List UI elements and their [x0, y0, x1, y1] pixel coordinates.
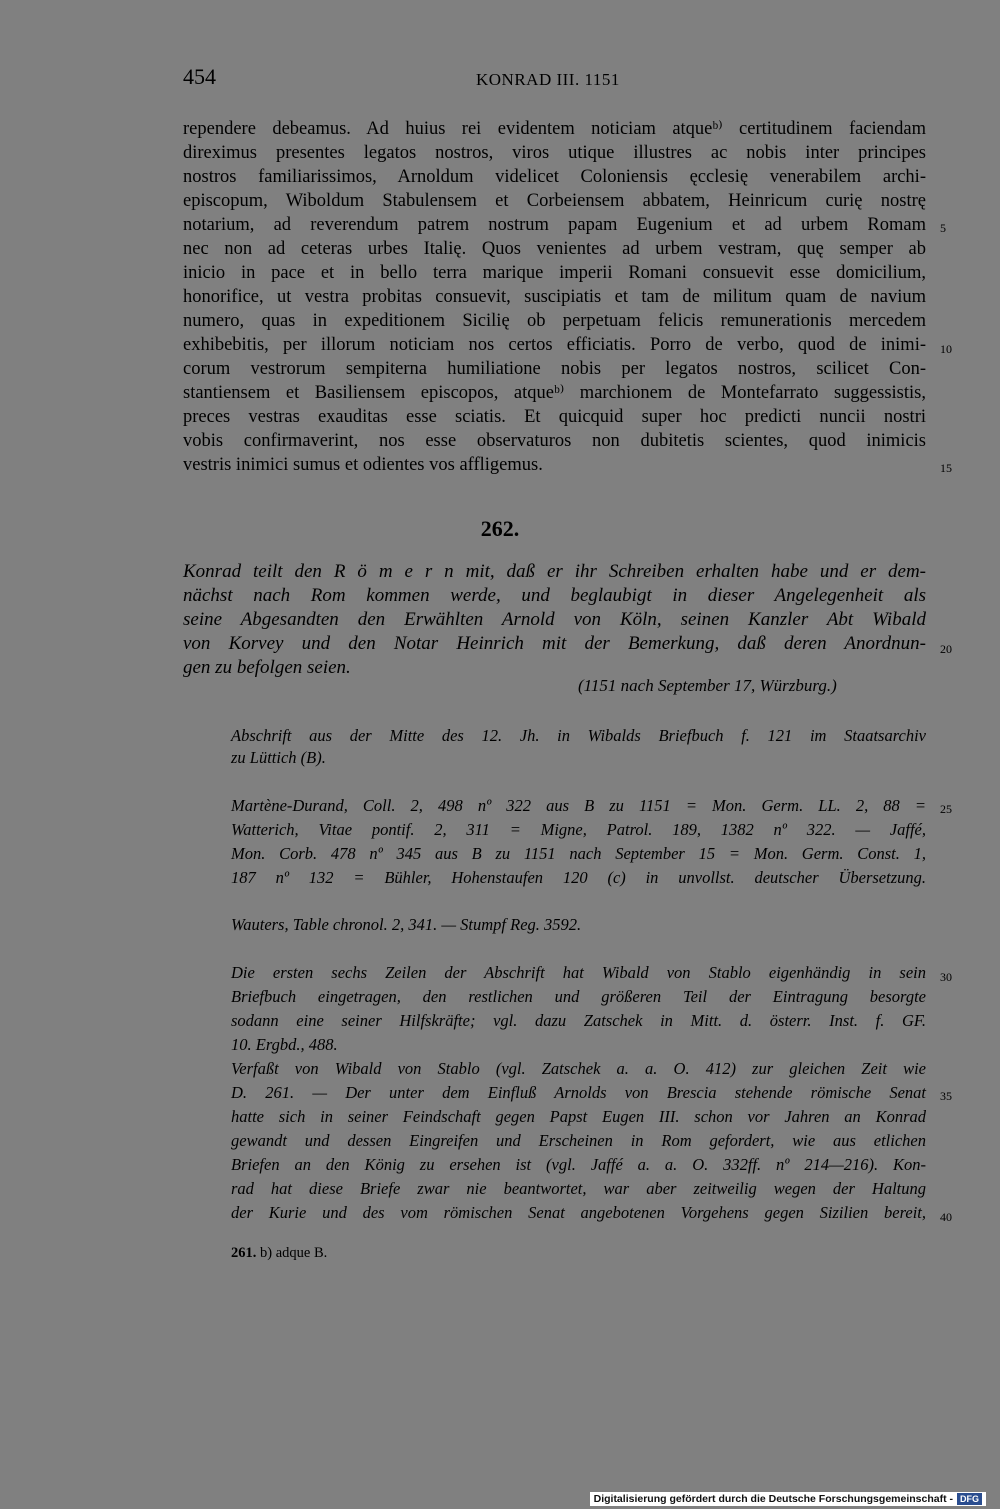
regest-line: Konrad teilt den R ö m e r n mit, daß er ihr Schreiben erhalten habe und er dem-: [183, 561, 926, 582]
body-line: honorifice, ut vestra probitas consuevit, suscipiatis et tam de militum quam de navium: [183, 287, 926, 307]
regest-line: von Korvey und den Notar Heinrich mit der Bemerkung, daß deren Anordnun-: [183, 633, 926, 654]
note-line: 187 nº 132 = Bühler, Hohenstaufen 120 (c) in unvollst. deutscher Übersetzung.: [231, 868, 926, 887]
line-number: 15: [940, 461, 952, 475]
body-line: stantiensem et Basiliensem episcopos, atqueᵇ⁾ marchionem de Montefarrato suggessistis,: [183, 383, 926, 403]
dfg-logo-icon: DFG: [957, 1493, 982, 1505]
line-number: 10: [940, 342, 952, 356]
page-number: 454: [183, 64, 216, 89]
note-line: rad hat diese Briefe zwar nie beantwortet, war aber zeitweilig wegen der Haltung: [231, 1179, 926, 1198]
body-line: exhibebitis, per illorum noticiam nos certos efficiatis. Porro de verbo, quod de inimi-: [183, 335, 926, 355]
note-line: sodann eine seiner Hilfskräfte; vgl. dazu Zatschek in Mitt. d. österr. Inst. f. GF.: [231, 1011, 926, 1030]
note-line: Watterich, Vitae pontif. 2, 311 = Migne, Patrol. 189, 1382 nº 322. — Jaffé,: [231, 820, 926, 839]
regest-line: gen zu befolgen seien.: [183, 657, 351, 678]
body-line: rependere debeamus. Ad huius rei evidentem noticiam atqueᵇ⁾ certitudinem faciendam: [183, 119, 926, 139]
body-line: nostros familiarissimos, Arnoldum videlicet Coloniensis ęcclesię venerabilem archi-: [183, 167, 926, 187]
note-line: zu Lüttich (B).: [231, 748, 326, 767]
note-line: der Kurie und des vom römischen Senat angebotenen Vorgehens gegen Sizilien bereit,: [231, 1203, 926, 1222]
note-line: D. 261. — Der unter dem Einfluß Arnolds von Brescia stehende römische Senat: [231, 1083, 926, 1102]
funding-text: Digitalisierung gefördert durch die Deutsche Forschungsgemeinschaft -: [593, 1493, 953, 1505]
funding-footer: [590, 1492, 986, 1506]
note-line: hatte sich in seiner Feindschaft gegen Papst Eugen III. schon vor Jahren an Konrad: [231, 1107, 926, 1126]
line-number: 35: [940, 1089, 952, 1103]
line-number: 5: [940, 221, 946, 235]
body-line: episcopum, Wiboldum Stabulensem et Corbeiensem abbatem, Heinricum curię nostrę: [183, 191, 926, 211]
note-line: Mon. Corb. 478 nº 345 aus B zu 1151 nach September 15 = Mon. Germ. Const. 1,: [231, 844, 926, 863]
body-line: direximus presentes legatos nostros, viros utique illustres ac nobis inter principes: [183, 143, 926, 163]
body-line: preces vestras exauditas esse sciatis. Et quicquid super hoc predicti nuncii nostri: [183, 407, 926, 427]
footnote-text: b) adque B.: [260, 1245, 328, 1261]
note-line: Abschrift aus der Mitte des 12. Jh. in Wibalds Briefbuch f. 121 im Staatsarchiv: [231, 726, 926, 745]
note-line: 10. Ergbd., 488.: [231, 1035, 338, 1054]
document-number: 262.: [480, 516, 520, 541]
line-number: 20: [940, 642, 952, 656]
footnote-ref: 261.: [231, 1245, 257, 1261]
regest-line: nächst nach Rom kommen werde, und beglaubigt in dieser Angelegenheit als: [183, 585, 926, 606]
body-line: corum vestrorum sempiterna humiliatione nobis per legatos nostros, scilicet Con-: [183, 359, 926, 379]
footnote: [231, 1245, 327, 1262]
document-date: (1151 nach September 17, Würzburg.): [578, 676, 837, 695]
note-line: Die ersten sechs Zeilen der Abschrift hat Wibald von Stablo eigenhändig in sein: [231, 963, 926, 982]
note-line: Verfaßt von Wibald von Stablo (vgl. Zatschek a. a. O. 412) zur gleichen Zeit wie: [231, 1059, 926, 1078]
body-line: nec non ad ceteras urbes Italię. Quos venientes ad urbem vestram, quę semper ab: [183, 239, 926, 259]
body-line: notarium, ad reverendum patrem nostrum papam Eugenium et ad urbem Romam: [183, 215, 926, 235]
running-head: KONRAD III. 1151: [476, 70, 620, 89]
note-line: Martène-Durand, Coll. 2, 498 nº 322 aus B zu 1151 = Mon. Germ. LL. 2, 88 =: [231, 796, 926, 815]
note-line: Briefen an den König zu ersehen ist (vgl. Jaffé a. a. O. 332ff. nº 214—216). Kon-: [231, 1155, 926, 1174]
regest-line: seine Abgesandten den Erwählten Arnold von Köln, seinen Kanzler Abt Wibald: [183, 609, 926, 630]
body-line: inicio in pace et in bello terra marique imperii Romani consuevit esse domicilium,: [183, 263, 926, 283]
note-line: gewandt und dessen Eingreifen und Erscheinen in Rom gefordert, wie aus etlichen: [231, 1131, 926, 1150]
note-line: Briefbuch eingetragen, den restlichen und größeren Teil der Eintragung besorgte: [231, 987, 926, 1006]
body-line: vobis confirmaverint, nos esse observaturos non dubitetis scientes, quod inimicis: [183, 431, 926, 451]
body-line: vestris inimici sumus et odientes vos affligemus.: [183, 455, 543, 475]
note-line: Wauters, Table chronol. 2, 341. — Stumpf Reg. 3592.: [231, 915, 582, 934]
line-number: 40: [940, 1210, 952, 1224]
line-number: 30: [940, 970, 952, 984]
line-number: 25: [940, 802, 952, 816]
body-line: numero, quas in expeditionem Sicilię ob perpetuam felicis remunerationis mercedem: [183, 311, 926, 331]
